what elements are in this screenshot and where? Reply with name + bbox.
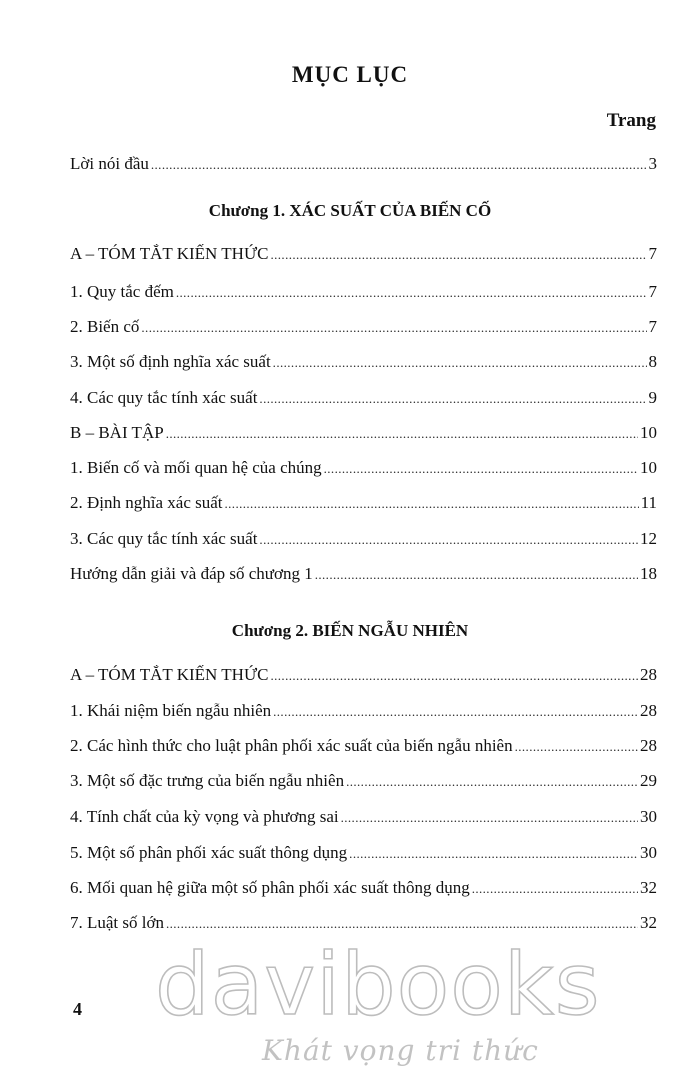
dot-leader [151,157,647,173]
toc-entry[interactable] [70,423,657,443]
dot-leader [273,355,647,371]
toc-entry-title: 3. Một số định nghĩa xác suất [70,352,271,371]
toc-entry-title: 3. Một số đặc trưng của biến ngẫu nhiên [70,771,345,790]
toc-entry-title: 2. Biến cố [70,317,140,336]
toc-entry-page: 30 [640,807,657,826]
toc-entry-title: 2. Định nghĩa xác suất [70,493,223,512]
toc-entry-page: 28 [640,736,657,755]
toc-entry-page: 10 [640,458,657,477]
toc-entry-page: 18 [640,564,657,583]
toc-entry-title: Lời nói đầu [70,154,149,173]
toc-entry-title: B – BÀI TẬP [70,423,164,442]
toc-entry-title: A – TÓM TẮT KIẾN THỨC [70,244,269,263]
dot-leader [259,391,646,407]
page-title: MỤC LỤC [291,62,409,87]
dot-leader [472,881,638,897]
toc-entry-page: 3 [648,154,657,173]
toc-entry-title: A – TÓM TẮT KIẾN THỨC [70,665,269,684]
toc-entry[interactable] [70,352,657,372]
toc-entry-title: 7. Luật số lớn [70,913,164,932]
toc-entry[interactable] [70,564,657,584]
toc-entry[interactable] [70,529,657,549]
toc-entry-page: 9 [648,388,657,407]
toc-entry[interactable] [70,317,657,337]
toc-entry-title: 4. Các quy tắc tính xác suất [70,388,258,407]
chapter-1-heading: Chương 1. XÁC SUẤT CỦA BIẾN CỐ [208,201,492,220]
watermark-brand: davibooks [155,935,601,1035]
toc-entry-title: 5. Một số phân phối xác suất thông dụng [70,843,348,862]
toc-entry-title: 1. Quy tắc đếm [70,282,174,301]
dot-leader [166,916,638,932]
toc-entry-page: 32 [640,913,657,932]
page-number: 4 [73,999,82,1019]
dot-leader [270,668,638,684]
toc-entry-page: 8 [648,352,657,371]
dot-leader [166,426,638,442]
toc-entry-title: 1. Khái niệm biến ngẫu nhiên [70,701,272,720]
toc-entry-title: 6. Mối quan hệ giữa một số phân phối xác suất thông dụng [70,878,470,897]
toc-entry-title: Hướng dẫn giải và đáp số chương 1 [70,564,313,583]
toc-entry[interactable] [70,154,657,174]
toc-entry[interactable] [70,282,657,302]
dot-leader [273,704,638,720]
toc-entry-page: 12 [640,529,657,548]
toc-entry-page: 7 [648,282,657,301]
dot-leader [315,567,638,583]
toc-entry[interactable] [70,913,657,933]
dot-leader [341,810,638,826]
chapter-2-heading: Chương 2. BIẾN NGẪU NHIÊN [231,621,469,640]
toc-entry[interactable] [70,701,657,721]
dot-leader [225,496,639,512]
toc-entry[interactable] [70,388,657,408]
dot-leader [346,774,638,790]
toc-entry[interactable] [70,807,657,827]
toc-entry-title: 1. Biến cố và mối quan hệ của chúng [70,458,322,477]
toc-entry[interactable] [70,665,657,685]
dot-leader [515,739,638,755]
toc-entry[interactable] [70,458,657,478]
toc-entry-page: 7 [648,317,657,336]
toc-entry[interactable] [70,736,657,756]
toc-entry-page: 30 [640,843,657,862]
dot-leader [270,247,646,263]
toc-entry[interactable] [70,493,657,513]
toc-entry-page: 32 [640,878,657,897]
toc-entry-page: 28 [640,701,657,720]
toc-entry-page: 10 [640,423,657,442]
toc-entry-page: 7 [648,244,657,263]
toc-entry[interactable] [70,843,657,863]
page-column-label: Trang [606,110,656,131]
dot-leader [141,320,646,336]
dot-leader [259,532,638,548]
dot-leader [324,461,638,477]
toc-entry-title: 3. Các quy tắc tính xác suất [70,529,258,548]
toc-entry-page: 29 [640,771,657,790]
toc-entry[interactable] [70,244,657,264]
dot-leader [349,846,638,862]
toc-entry[interactable] [70,878,657,898]
toc-entry[interactable] [70,771,657,791]
dot-leader [176,285,647,301]
toc-entry-title: 4. Tính chất của kỳ vọng và phương sai [70,807,339,826]
watermark-slogan: Khát vọng tri thức [262,1034,539,1067]
toc-entry-title: 2. Các hình thức cho luật phân phối xác suất của biến ngẫu nhiên [70,736,513,755]
toc-entry-page: 11 [640,493,657,512]
toc-entry-page: 28 [640,665,657,684]
